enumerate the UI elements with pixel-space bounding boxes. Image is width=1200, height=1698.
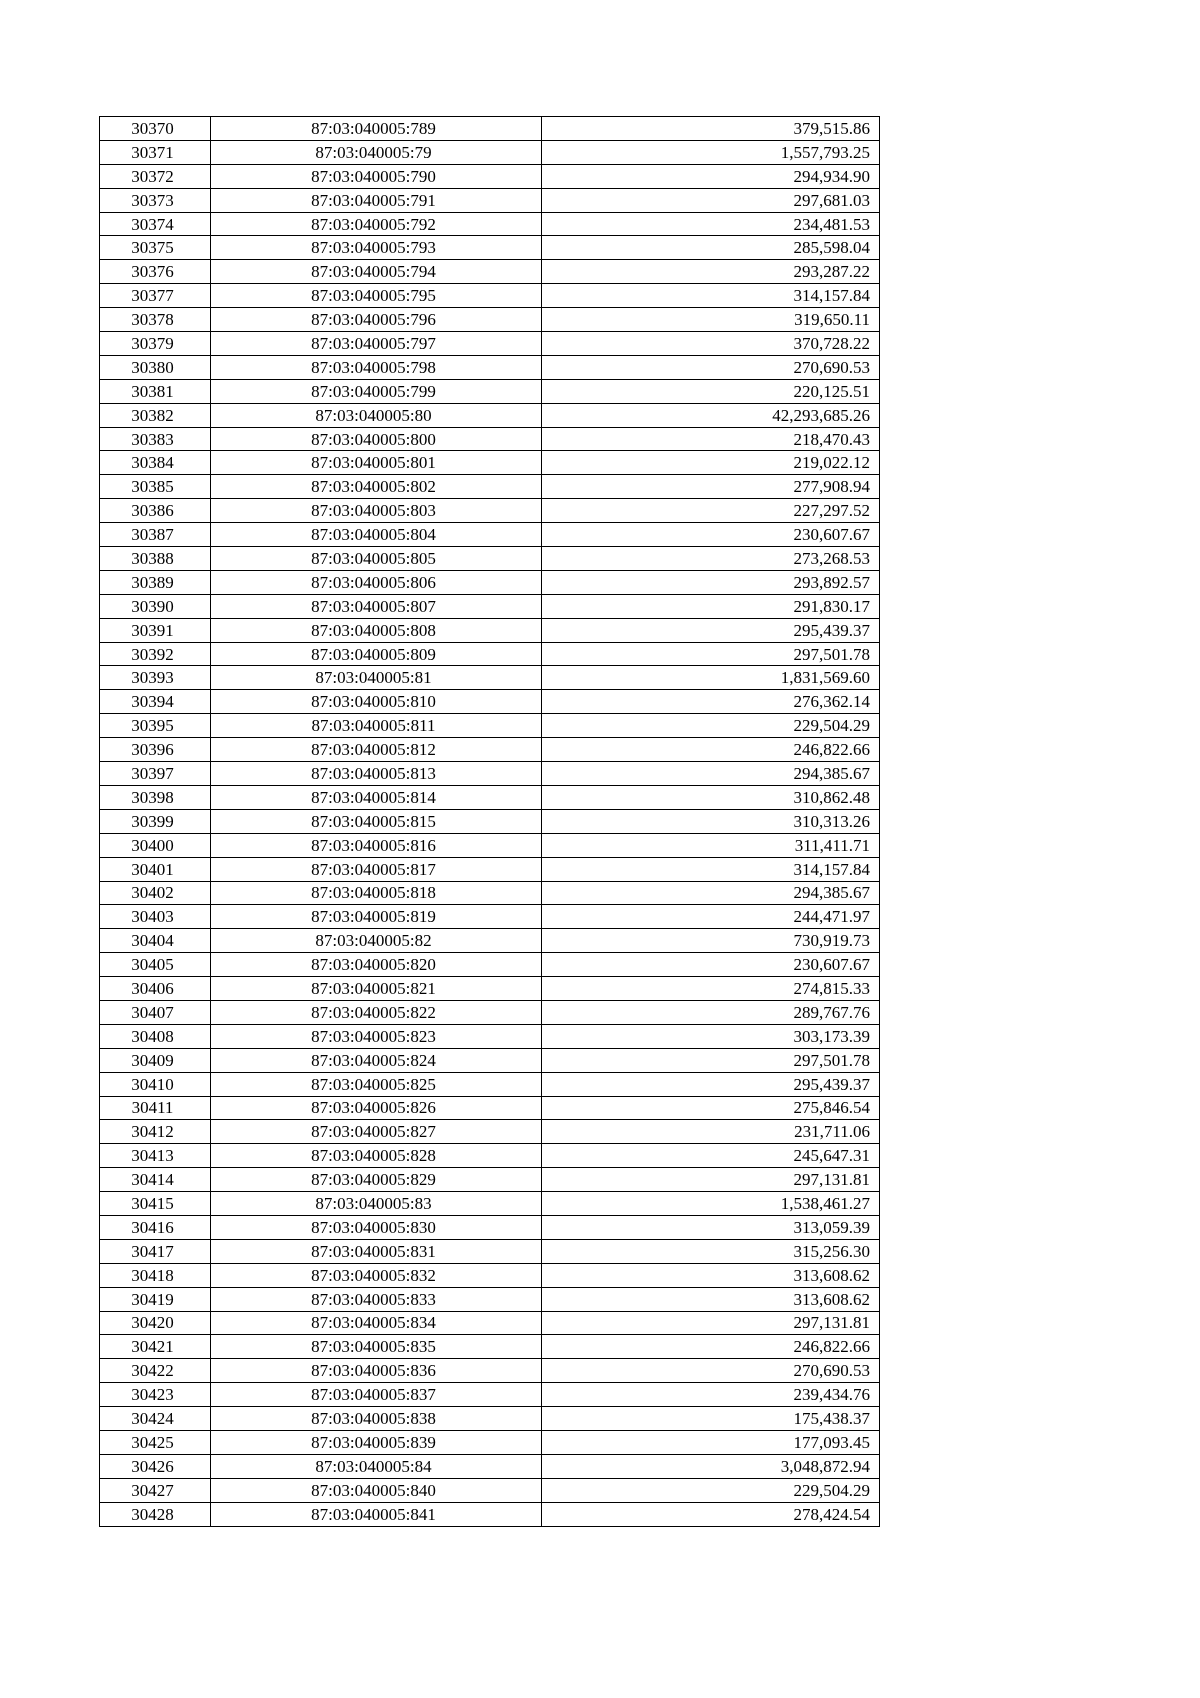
row-number-cell: 30403	[100, 905, 211, 929]
cadastral-number-cell: 87:03:040005:820	[211, 953, 542, 977]
value-cell: 239,434.76	[542, 1383, 880, 1407]
table-row	[100, 570, 880, 594]
row-number-cell: 30394	[100, 690, 211, 714]
table-row	[100, 1024, 880, 1048]
cadastral-number-cell: 87:03:040005:810	[211, 690, 542, 714]
cadastral-number-cell: 87:03:040005:797	[211, 332, 542, 356]
cadastral-number-cell: 87:03:040005:819	[211, 905, 542, 929]
cadastral-number-cell: 87:03:040005:818	[211, 881, 542, 905]
row-number-cell: 30417	[100, 1239, 211, 1263]
value-cell: 370,728.22	[542, 332, 880, 356]
value-cell: 730,919.73	[542, 929, 880, 953]
value-cell: 275,846.54	[542, 1096, 880, 1120]
row-number-cell: 30410	[100, 1072, 211, 1096]
cadastral-number-cell: 87:03:040005:799	[211, 379, 542, 403]
table-row	[100, 1311, 880, 1335]
cadastral-number-cell: 87:03:040005:804	[211, 523, 542, 547]
table-row	[100, 1072, 880, 1096]
cadastral-number-cell: 87:03:040005:807	[211, 594, 542, 618]
row-number-cell: 30425	[100, 1430, 211, 1454]
table-row	[100, 332, 880, 356]
table-row	[100, 1335, 880, 1359]
table-row	[100, 212, 880, 236]
row-number-cell: 30412	[100, 1120, 211, 1144]
cadastral-number-cell: 87:03:040005:84	[211, 1454, 542, 1478]
table-row	[100, 1407, 880, 1431]
cadastral-number-cell: 87:03:040005:830	[211, 1215, 542, 1239]
row-number-cell: 30391	[100, 618, 211, 642]
row-number-cell: 30375	[100, 236, 211, 260]
value-cell: 295,439.37	[542, 618, 880, 642]
row-number-cell: 30395	[100, 714, 211, 738]
table-row	[100, 188, 880, 212]
value-cell: 319,650.11	[542, 308, 880, 332]
cadastral-number-cell: 87:03:040005:793	[211, 236, 542, 260]
row-number-cell: 30428	[100, 1502, 211, 1526]
value-cell: 314,157.84	[542, 857, 880, 881]
table-row	[100, 1359, 880, 1383]
row-number-cell: 30389	[100, 570, 211, 594]
value-cell: 276,362.14	[542, 690, 880, 714]
cadastral-number-cell: 87:03:040005:834	[211, 1311, 542, 1335]
value-cell: 294,934.90	[542, 164, 880, 188]
value-cell: 3,048,872.94	[542, 1454, 880, 1478]
row-number-cell: 30421	[100, 1335, 211, 1359]
cadastral-number-cell: 87:03:040005:790	[211, 164, 542, 188]
table-row	[100, 1168, 880, 1192]
cadastral-number-cell: 87:03:040005:794	[211, 260, 542, 284]
row-number-cell: 30407	[100, 1000, 211, 1024]
cadastral-number-cell: 87:03:040005:789	[211, 117, 542, 141]
value-cell: 315,256.30	[542, 1239, 880, 1263]
table-row	[100, 714, 880, 738]
row-number-cell: 30420	[100, 1311, 211, 1335]
table-row	[100, 1048, 880, 1072]
table-row	[100, 618, 880, 642]
row-number-cell: 30413	[100, 1144, 211, 1168]
value-cell: 294,385.67	[542, 762, 880, 786]
row-number-cell: 30390	[100, 594, 211, 618]
row-number-cell: 30371	[100, 140, 211, 164]
row-number-cell: 30388	[100, 547, 211, 571]
value-cell: 278,424.54	[542, 1502, 880, 1526]
row-number-cell: 30401	[100, 857, 211, 881]
row-number-cell: 30424	[100, 1407, 211, 1431]
row-number-cell: 30426	[100, 1454, 211, 1478]
value-cell: 310,313.26	[542, 809, 880, 833]
cadastral-number-cell: 87:03:040005:795	[211, 284, 542, 308]
table-row	[100, 1263, 880, 1287]
value-cell: 42,293,685.26	[542, 403, 880, 427]
cadastral-number-cell: 87:03:040005:832	[211, 1263, 542, 1287]
value-cell: 295,439.37	[542, 1072, 880, 1096]
value-cell: 227,297.52	[542, 499, 880, 523]
table-row	[100, 523, 880, 547]
value-cell: 245,647.31	[542, 1144, 880, 1168]
value-cell: 293,287.22	[542, 260, 880, 284]
cadastral-number-cell: 87:03:040005:813	[211, 762, 542, 786]
cadastral-number-cell: 87:03:040005:823	[211, 1024, 542, 1048]
table-body	[100, 117, 880, 1527]
row-number-cell: 30411	[100, 1096, 211, 1120]
data-table	[99, 116, 880, 1527]
value-cell: 229,504.29	[542, 1478, 880, 1502]
value-cell: 270,690.53	[542, 1359, 880, 1383]
value-cell: 1,557,793.25	[542, 140, 880, 164]
row-number-cell: 30402	[100, 881, 211, 905]
cadastral-number-cell: 87:03:040005:806	[211, 570, 542, 594]
cadastral-number-cell: 87:03:040005:792	[211, 212, 542, 236]
table-row	[100, 1096, 880, 1120]
cadastral-number-cell: 87:03:040005:791	[211, 188, 542, 212]
row-number-cell: 30376	[100, 260, 211, 284]
row-number-cell: 30404	[100, 929, 211, 953]
table-row	[100, 1215, 880, 1239]
cadastral-number-cell: 87:03:040005:82	[211, 929, 542, 953]
table-row	[100, 1192, 880, 1216]
table-row	[100, 379, 880, 403]
row-number-cell: 30381	[100, 379, 211, 403]
table-row	[100, 642, 880, 666]
value-cell: 297,131.81	[542, 1168, 880, 1192]
value-cell: 246,822.66	[542, 738, 880, 762]
value-cell: 313,608.62	[542, 1263, 880, 1287]
value-cell: 314,157.84	[542, 284, 880, 308]
value-cell: 274,815.33	[542, 977, 880, 1001]
cadastral-number-cell: 87:03:040005:809	[211, 642, 542, 666]
row-number-cell: 30398	[100, 785, 211, 809]
cadastral-number-cell: 87:03:040005:816	[211, 833, 542, 857]
row-number-cell: 30372	[100, 164, 211, 188]
row-number-cell: 30385	[100, 475, 211, 499]
cadastral-number-cell: 87:03:040005:825	[211, 1072, 542, 1096]
value-cell: 297,681.03	[542, 188, 880, 212]
row-number-cell: 30379	[100, 332, 211, 356]
value-cell: 244,471.97	[542, 905, 880, 929]
table-row	[100, 403, 880, 427]
row-number-cell: 30408	[100, 1024, 211, 1048]
value-cell: 313,059.39	[542, 1215, 880, 1239]
row-number-cell: 30378	[100, 308, 211, 332]
value-cell: 313,608.62	[542, 1287, 880, 1311]
table-row	[100, 427, 880, 451]
value-cell: 219,022.12	[542, 451, 880, 475]
table-row	[100, 117, 880, 141]
cadastral-number-cell: 87:03:040005:838	[211, 1407, 542, 1431]
cadastral-number-cell: 87:03:040005:814	[211, 785, 542, 809]
cadastral-number-cell: 87:03:040005:836	[211, 1359, 542, 1383]
row-number-cell: 30384	[100, 451, 211, 475]
cadastral-number-cell: 87:03:040005:805	[211, 547, 542, 571]
table-row	[100, 666, 880, 690]
row-number-cell: 30377	[100, 284, 211, 308]
cadastral-number-cell: 87:03:040005:839	[211, 1430, 542, 1454]
cadastral-number-cell: 87:03:040005:837	[211, 1383, 542, 1407]
cadastral-number-cell: 87:03:040005:79	[211, 140, 542, 164]
value-cell: 303,173.39	[542, 1024, 880, 1048]
row-number-cell: 30374	[100, 212, 211, 236]
value-cell: 311,411.71	[542, 833, 880, 857]
table-row	[100, 594, 880, 618]
row-number-cell: 30399	[100, 809, 211, 833]
table-row	[100, 977, 880, 1001]
row-number-cell: 30415	[100, 1192, 211, 1216]
row-number-cell: 30387	[100, 523, 211, 547]
row-number-cell: 30386	[100, 499, 211, 523]
value-cell: 230,607.67	[542, 523, 880, 547]
value-cell: 294,385.67	[542, 881, 880, 905]
cadastral-number-cell: 87:03:040005:80	[211, 403, 542, 427]
value-cell: 234,481.53	[542, 212, 880, 236]
value-cell: 1,538,461.27	[542, 1192, 880, 1216]
row-number-cell: 30427	[100, 1478, 211, 1502]
cadastral-number-cell: 87:03:040005:808	[211, 618, 542, 642]
value-cell: 277,908.94	[542, 475, 880, 499]
row-number-cell: 30418	[100, 1263, 211, 1287]
row-number-cell: 30419	[100, 1287, 211, 1311]
row-number-cell: 30393	[100, 666, 211, 690]
cadastral-number-cell: 87:03:040005:817	[211, 857, 542, 881]
table-row	[100, 260, 880, 284]
cadastral-number-cell: 87:03:040005:802	[211, 475, 542, 499]
row-number-cell: 30370	[100, 117, 211, 141]
value-cell: 246,822.66	[542, 1335, 880, 1359]
row-number-cell: 30416	[100, 1215, 211, 1239]
row-number-cell: 30400	[100, 833, 211, 857]
value-cell: 175,438.37	[542, 1407, 880, 1431]
value-cell: 218,470.43	[542, 427, 880, 451]
value-cell: 297,501.78	[542, 642, 880, 666]
value-cell: 270,690.53	[542, 355, 880, 379]
value-cell: 231,711.06	[542, 1120, 880, 1144]
value-cell: 293,892.57	[542, 570, 880, 594]
value-cell: 285,598.04	[542, 236, 880, 260]
row-number-cell: 30382	[100, 403, 211, 427]
row-number-cell: 30392	[100, 642, 211, 666]
value-cell: 310,862.48	[542, 785, 880, 809]
row-number-cell: 30423	[100, 1383, 211, 1407]
table-row	[100, 833, 880, 857]
table-row	[100, 475, 880, 499]
table-row	[100, 1239, 880, 1263]
row-number-cell: 30380	[100, 355, 211, 379]
table-row	[100, 785, 880, 809]
table-row	[100, 953, 880, 977]
table-row	[100, 857, 880, 881]
table-row	[100, 1144, 880, 1168]
cadastral-number-cell: 87:03:040005:800	[211, 427, 542, 451]
table-row	[100, 762, 880, 786]
value-cell: 297,501.78	[542, 1048, 880, 1072]
table-row	[100, 929, 880, 953]
cadastral-number-cell: 87:03:040005:835	[211, 1335, 542, 1359]
value-cell: 1,831,569.60	[542, 666, 880, 690]
cadastral-number-cell: 87:03:040005:798	[211, 355, 542, 379]
value-cell: 220,125.51	[542, 379, 880, 403]
cadastral-number-cell: 87:03:040005:812	[211, 738, 542, 762]
value-cell: 379,515.86	[542, 117, 880, 141]
table-row	[100, 1120, 880, 1144]
cadastral-number-cell: 87:03:040005:83	[211, 1192, 542, 1216]
table-row	[100, 308, 880, 332]
cadastral-number-cell: 87:03:040005:829	[211, 1168, 542, 1192]
value-cell: 230,607.67	[542, 953, 880, 977]
cadastral-number-cell: 87:03:040005:833	[211, 1287, 542, 1311]
cadastral-number-cell: 87:03:040005:796	[211, 308, 542, 332]
cadastral-number-cell: 87:03:040005:827	[211, 1120, 542, 1144]
row-number-cell: 30397	[100, 762, 211, 786]
cadastral-number-cell: 87:03:040005:840	[211, 1478, 542, 1502]
row-number-cell: 30373	[100, 188, 211, 212]
value-cell: 289,767.76	[542, 1000, 880, 1024]
table-row	[100, 905, 880, 929]
table-row	[100, 738, 880, 762]
cadastral-number-cell: 87:03:040005:803	[211, 499, 542, 523]
cadastral-number-cell: 87:03:040005:821	[211, 977, 542, 1001]
row-number-cell: 30405	[100, 953, 211, 977]
cadastral-number-cell: 87:03:040005:811	[211, 714, 542, 738]
value-cell: 229,504.29	[542, 714, 880, 738]
table-row	[100, 881, 880, 905]
row-number-cell: 30422	[100, 1359, 211, 1383]
cadastral-number-cell: 87:03:040005:828	[211, 1144, 542, 1168]
table-row	[100, 1000, 880, 1024]
table-row	[100, 451, 880, 475]
row-number-cell: 30396	[100, 738, 211, 762]
value-cell: 177,093.45	[542, 1430, 880, 1454]
row-number-cell: 30409	[100, 1048, 211, 1072]
table-row	[100, 690, 880, 714]
cadastral-number-cell: 87:03:040005:824	[211, 1048, 542, 1072]
table-row	[100, 236, 880, 260]
row-number-cell: 30383	[100, 427, 211, 451]
cadastral-number-cell: 87:03:040005:826	[211, 1096, 542, 1120]
table-row	[100, 809, 880, 833]
table-row	[100, 499, 880, 523]
cadastral-number-cell: 87:03:040005:81	[211, 666, 542, 690]
row-number-cell: 30414	[100, 1168, 211, 1192]
table-row	[100, 1383, 880, 1407]
table-row	[100, 164, 880, 188]
table-row	[100, 1430, 880, 1454]
table-row	[100, 284, 880, 308]
table-row	[100, 1502, 880, 1526]
table-row	[100, 1478, 880, 1502]
table-row	[100, 1454, 880, 1478]
cadastral-number-cell: 87:03:040005:801	[211, 451, 542, 475]
cadastral-number-cell: 87:03:040005:831	[211, 1239, 542, 1263]
cadastral-number-cell: 87:03:040005:822	[211, 1000, 542, 1024]
value-cell: 273,268.53	[542, 547, 880, 571]
value-cell: 297,131.81	[542, 1311, 880, 1335]
cadastral-number-cell: 87:03:040005:815	[211, 809, 542, 833]
cadastral-number-cell: 87:03:040005:841	[211, 1502, 542, 1526]
table-row	[100, 547, 880, 571]
table-row	[100, 1287, 880, 1311]
row-number-cell: 30406	[100, 977, 211, 1001]
value-cell: 291,830.17	[542, 594, 880, 618]
table-row	[100, 355, 880, 379]
table-row	[100, 140, 880, 164]
